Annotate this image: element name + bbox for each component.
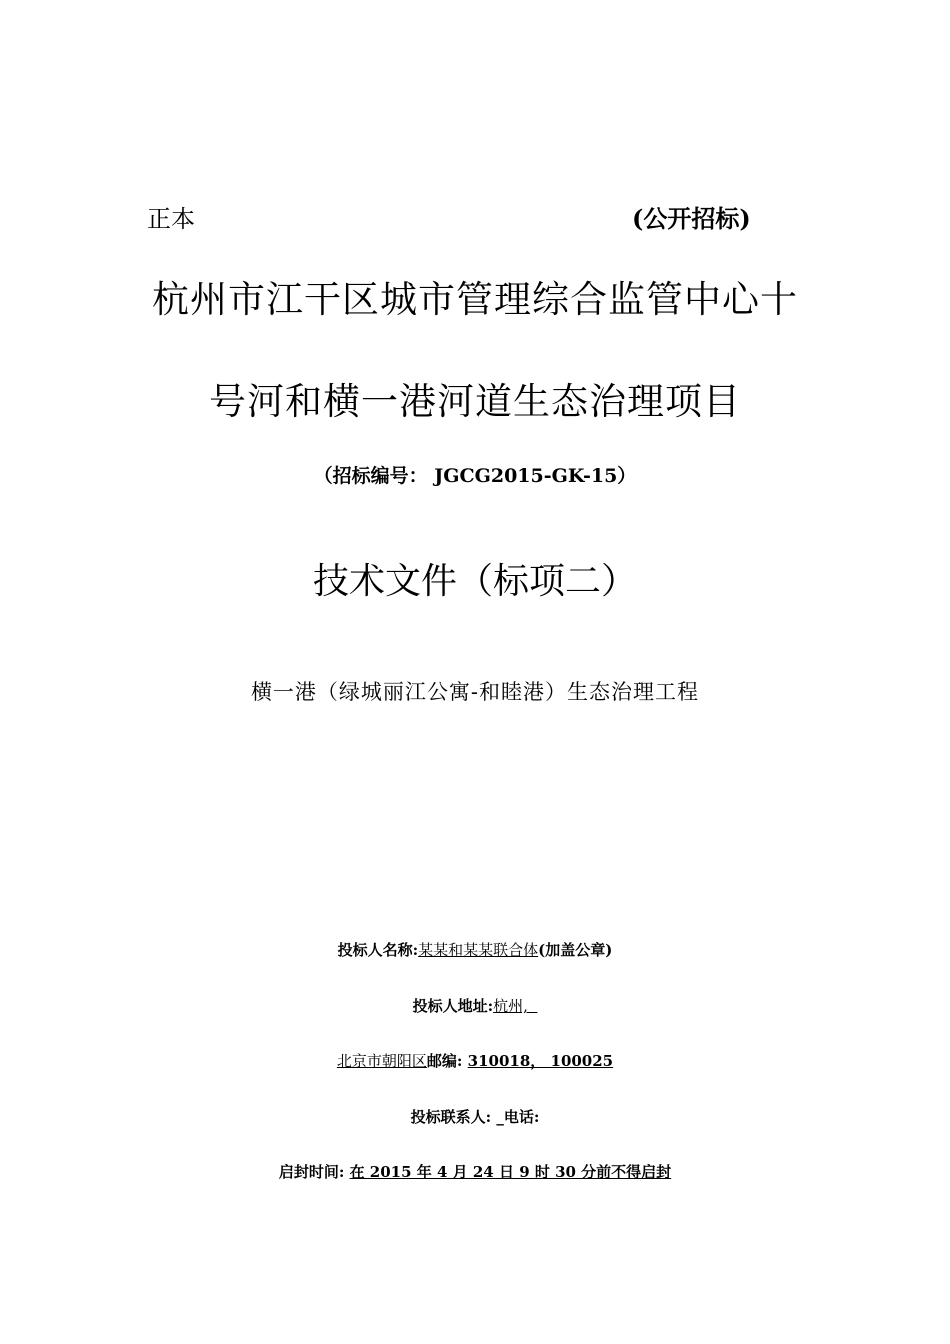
copy-label: 正本 (147, 205, 195, 233)
postcode-value: 310018， 100025 (467, 1052, 614, 1070)
opening-time-value: 在 2015 年 4 月 24 日 9 时 30 分前不得启封 (349, 1163, 672, 1181)
phone-label: 电话: (503, 1108, 540, 1126)
postcode-label: 邮编: (426, 1052, 468, 1070)
postcode-line (0, 1050, 950, 1072)
project-title-line-2: 号河和横一港河道生态治理项目 (209, 380, 741, 423)
contact-line (0, 1106, 950, 1128)
postcode-prefix: 北京市朝阳区 (336, 1052, 427, 1070)
document-type: 技术文件（标项二） (312, 561, 637, 602)
contact-value: _ (496, 1108, 504, 1126)
bidder-address-label: 投标人地址: (412, 997, 494, 1015)
bidder-name-suffix: (加盖公章) (538, 941, 613, 959)
bidder-address-line (0, 995, 950, 1017)
contact-label: 投标联系人: (410, 1108, 497, 1126)
bidder-name-label: 投标人名称: (337, 941, 419, 959)
opening-time-label: 启封时间: (278, 1163, 350, 1181)
project-title-line-1: 杭州市江干区城市管理综合监管中心十 (152, 278, 798, 321)
bidder-name-value: 某某和某某联合体 (418, 941, 539, 959)
opening-time-line (0, 1161, 950, 1183)
tender-type: (公开招标) (632, 204, 751, 233)
bidder-name-line (0, 939, 950, 961)
lot-name: 横一港（绿城丽江公寓-和睦港）生态治理工程 (250, 680, 700, 704)
bidder-address-value: 杭州, (493, 997, 538, 1015)
tender-number: （招标编号： JGCG2015-GK-15） (313, 465, 637, 487)
